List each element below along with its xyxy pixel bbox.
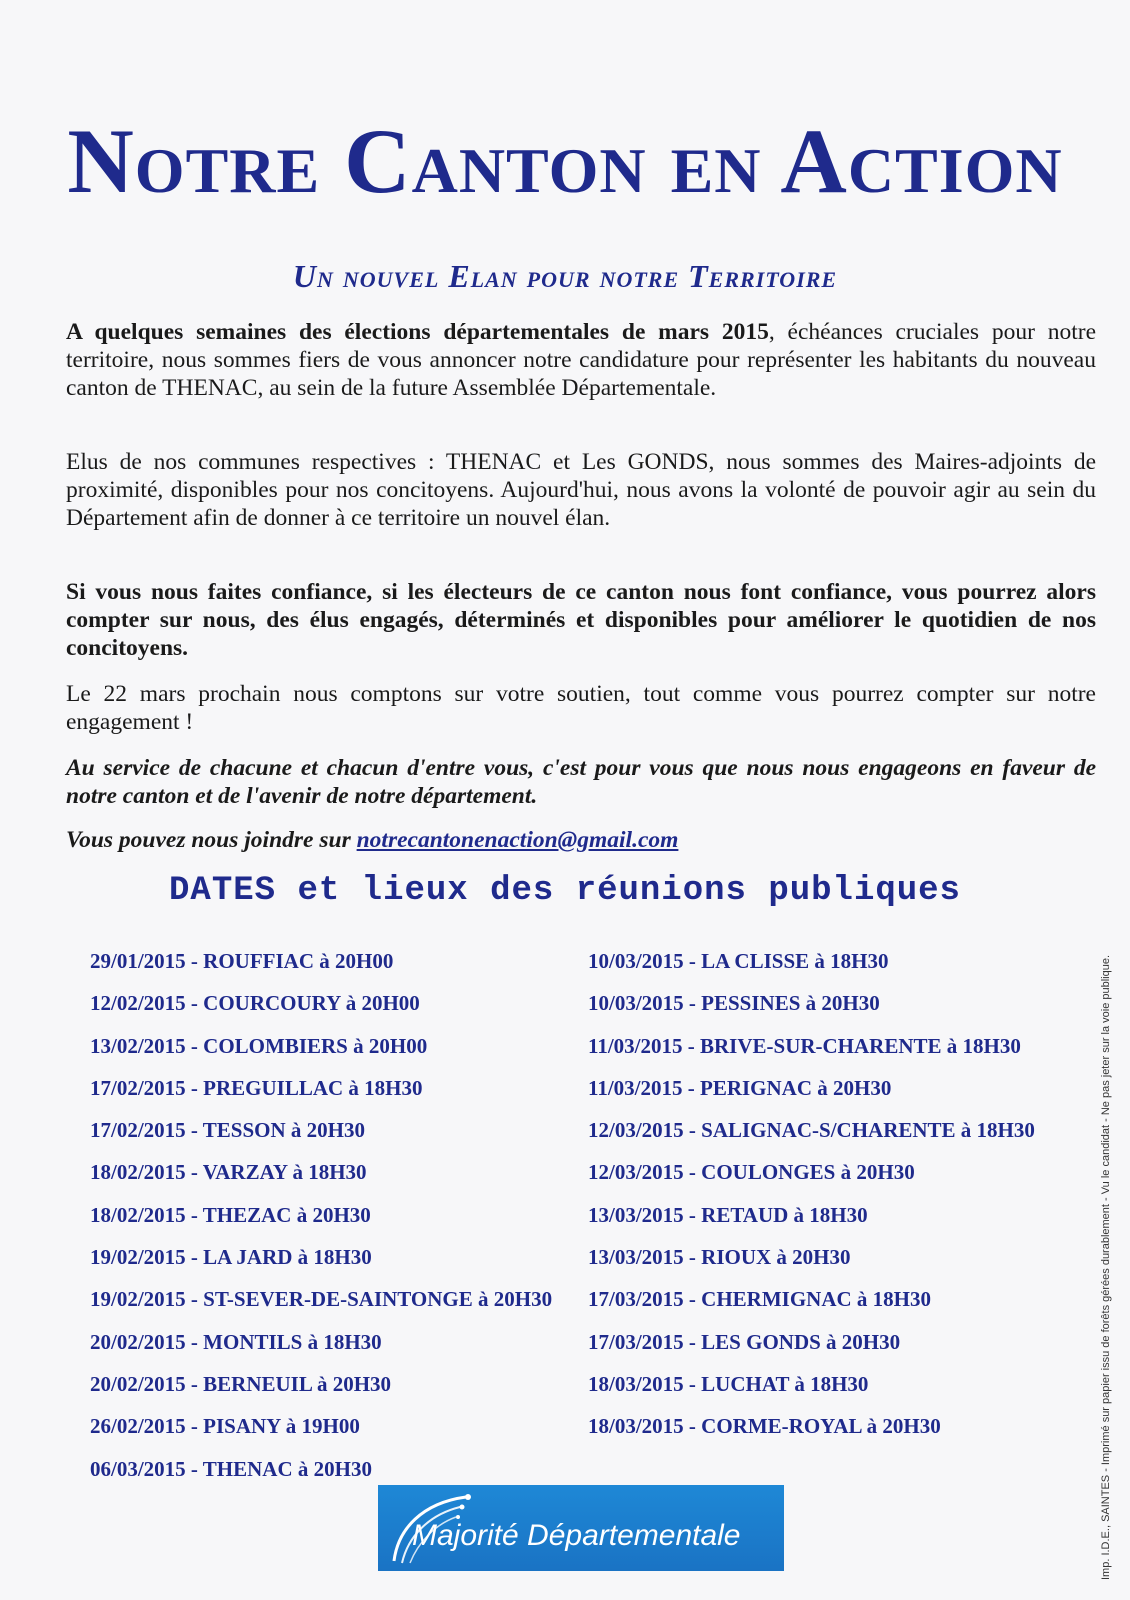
intro-paragraph-1-rest: , échéances cruciales pour notre territoire, nous sommes fiers de vous annoncer notre candidature pour représenter les habitants du nouveau canton de THENAC, au sein de la future Assemblée Départementale. bbox=[66, 319, 1096, 401]
meeting-item: 11/03/2015 - PERIGNAC à 20H30 bbox=[588, 1075, 892, 1100]
printer-side-note: Imp. I.D.E., SAINTES - Imprimé sur papier issu de forêts gérées durablement - Vu le candidat - Ne pas jeter sur la voie publique. bbox=[1100, 954, 1112, 1580]
meeting-item: 18/03/2015 - CORME-ROYAL à 20H30 bbox=[588, 1414, 941, 1439]
meeting-item: 13/03/2015 - RIOUX à 20H30 bbox=[588, 1245, 851, 1270]
logo-text: Majorité Départementale bbox=[412, 1519, 741, 1552]
intro-paragraph-3: Si vous nous faites confiance, si les électeurs de ce canton nous font confiance, vous pourrez alors compter sur nous, des élus engagés, déterminés et disponibles pour améliorer le quotidien de nos concitoyens. bbox=[66, 579, 1096, 661]
intro-paragraph-1 bbox=[66, 318, 1096, 402]
meeting-item: 26/02/2015 - PISANY à 19H00 bbox=[90, 1414, 360, 1439]
meeting-item: 10/03/2015 - PESSINES à 20H30 bbox=[588, 991, 880, 1016]
meeting-item: 12/02/2015 - COURCOURY à 20H00 bbox=[90, 991, 420, 1016]
intro-paragraph-1-bold: A quelques semaines des élections départementales de mars 2015 bbox=[66, 319, 769, 345]
flyer-title: Notre Canton en Action bbox=[67, 109, 1063, 212]
meeting-item: 13/02/2015 - COLOMBIERS à 20H00 bbox=[90, 1033, 428, 1058]
meeting-item: 20/02/2015 - BERNEUIL à 20H30 bbox=[90, 1371, 392, 1396]
contact-label: Vous pouvez nous joindre sur bbox=[66, 827, 351, 853]
contact-line bbox=[66, 826, 1096, 854]
meeting-item: 18/02/2015 - THEZAC à 20H30 bbox=[90, 1202, 371, 1227]
intro-paragraph-2: Elus de nos communes respectives : THENAC et Les GONDS, nous sommes des Maires-adjoints de proximité, disponibles pour nos concitoyens. Aujourd'hui, nous avons la volonté de pouvoir agir au sein du Département afin de donner à ce territoire un nouvel élan. bbox=[66, 449, 1096, 531]
meetings-list-left bbox=[90, 946, 552, 1496]
meeting-item: 12/03/2015 - COULONGES à 20H30 bbox=[588, 1160, 915, 1185]
meeting-item: 13/03/2015 - RETAUD à 18H30 bbox=[588, 1202, 868, 1227]
meetings-heading: DATES et lieux des réunions publiques bbox=[169, 872, 961, 910]
meeting-item: 18/03/2015 - LUCHAT à 18H30 bbox=[588, 1371, 869, 1396]
meetings-list-right bbox=[588, 946, 1035, 1454]
meeting-item: 29/01/2015 - ROUFFIAC à 20H00 bbox=[90, 949, 394, 973]
intro-paragraph-4: Le 22 mars prochain nous comptons sur votre soutien, tout comme vous pourrez compter sur notre engagement ! bbox=[66, 681, 1096, 735]
meeting-item: 20/02/2015 - MONTILS à 18H30 bbox=[90, 1329, 382, 1354]
contact-email-link[interactable]: notrecantonenaction@gmail.com bbox=[356, 827, 679, 853]
meeting-item: 11/03/2015 - BRIVE-SUR-CHARENTE à 18H30 bbox=[588, 1033, 1021, 1058]
meeting-item: 17/03/2015 - LES GONDS à 20H30 bbox=[588, 1329, 901, 1354]
meeting-item: 17/02/2015 - TESSON à 20H30 bbox=[90, 1118, 365, 1143]
meeting-item: 17/02/2015 - PREGUILLAC à 18H30 bbox=[90, 1075, 423, 1100]
meeting-item: 12/03/2015 - SALIGNAC-S/CHARENTE à 18H30 bbox=[588, 1118, 1035, 1143]
meeting-item: 19/02/2015 - LA JARD à 18H30 bbox=[90, 1245, 372, 1270]
flyer-subtitle: Un nouvel Elan pour notre Territoire bbox=[292, 258, 838, 294]
meeting-item: 19/02/2015 - ST-SEVER-DE-SAINTONGE à 20H30 bbox=[90, 1287, 553, 1312]
majorite-departementale-logo bbox=[378, 1485, 784, 1571]
meeting-item: 17/03/2015 - CHERMIGNAC à 18H30 bbox=[588, 1287, 931, 1312]
intro-paragraph-5: Au service de chacune et chacun d'entre vous, c'est pour vous que nous nous engageons en faveur de notre canton et de l'avenir de notre département. bbox=[66, 755, 1096, 809]
meeting-item: 06/03/2015 - THENAC à 20H30 bbox=[90, 1456, 372, 1481]
meeting-item: 10/03/2015 - LA CLISSE à 18H30 bbox=[588, 949, 889, 973]
meeting-item: 18/02/2015 - VARZAY à 18H30 bbox=[90, 1160, 367, 1185]
